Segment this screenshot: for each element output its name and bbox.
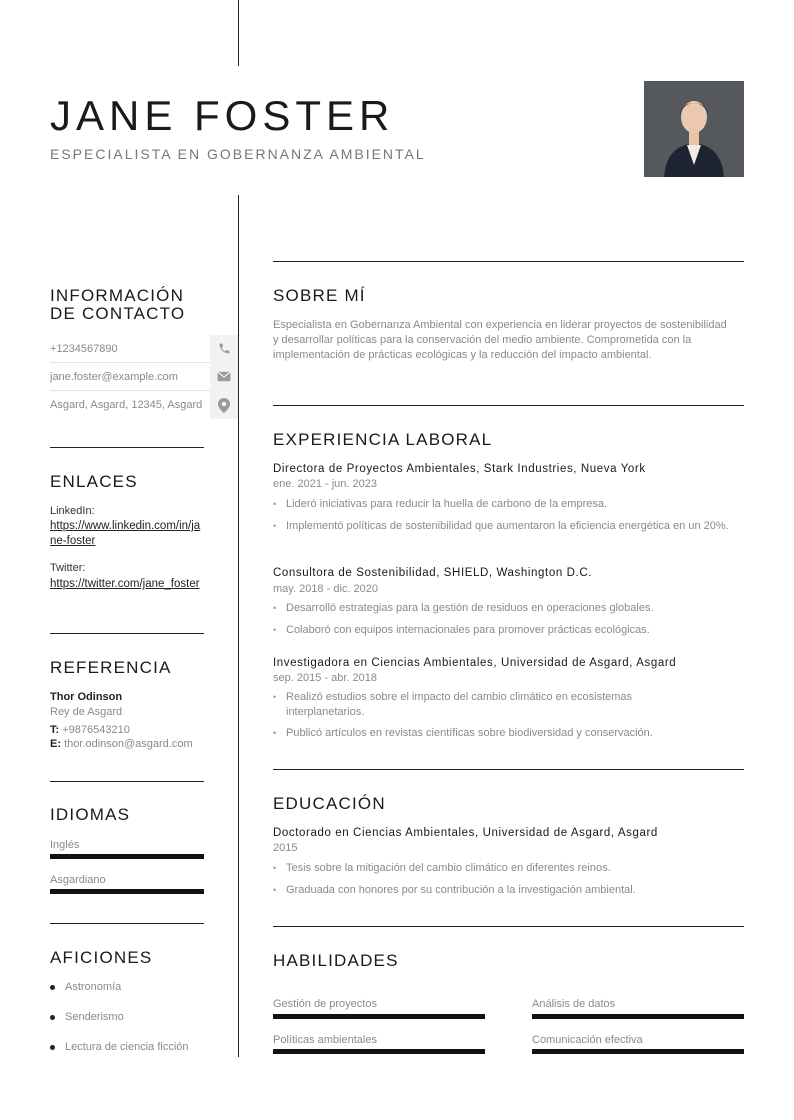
- skill-level-bar: [532, 1014, 744, 1019]
- experience-heading: EXPERIENCIA LABORAL: [273, 430, 493, 449]
- education-bullet: • Graduada con honores por su contribución a la investigación ambiental.: [273, 883, 743, 898]
- job-date: may. 2018 - dic. 2020: [273, 583, 378, 595]
- skill-level-bar: [273, 1014, 485, 1019]
- hobby-label: Lectura de ciencia ficción: [65, 1041, 189, 1053]
- skill-name: Análisis de datos: [532, 998, 616, 1010]
- contact-heading-line1: INFORMACIÓN: [50, 286, 185, 305]
- degree-title: Doctorado en Ciencias Ambientales, Universidad de Asgard, Asgard: [273, 827, 658, 839]
- section-divider: [273, 769, 744, 770]
- contact-heading: [50, 287, 185, 323]
- job-bullet: • Colaboró con equipos internacionales para promover prácticas ecológicas.: [273, 623, 743, 638]
- mail-icon: [210, 363, 238, 391]
- job-date: ene. 2021 - jun. 2023: [273, 478, 377, 490]
- languages-heading: IDIOMAS: [50, 805, 131, 824]
- twitter-link[interactable]: https://twitter.com/jane_foster: [50, 578, 200, 590]
- sidebar-divider: [50, 447, 204, 448]
- profile-photo: [644, 81, 744, 177]
- job-bullet: • Implementó políticas de sostenibilidad que aumentaron la eficiencia energética en un 20%.: [273, 519, 743, 534]
- job-date: sep. 2015 - abr. 2018: [273, 672, 377, 684]
- section-divider: [273, 261, 744, 262]
- hobby-label: Astronomía: [65, 981, 122, 993]
- contact-phone-row: [50, 335, 238, 363]
- education-heading: EDUCACIÓN: [273, 794, 386, 813]
- portrait-illustration: [644, 81, 744, 177]
- about-text: Especialista en Gobernanza Ambiental con experiencia en liderar proyectos de sostenibilidad y desarrollar políticas para la conservación del medio ambiente. Comprometida con la implementación de prácticas ecológicas y la reducción del impacto ambiental.: [273, 319, 727, 361]
- bullet-dot: [50, 985, 55, 990]
- reference-email-line: [50, 738, 193, 750]
- skills-heading: HABILIDADES: [273, 951, 399, 970]
- reference-email-label: E:: [50, 738, 61, 750]
- location-pin-icon: [210, 391, 238, 419]
- job-title: Consultora de Sostenibilidad, SHIELD, Washington D.C.: [273, 567, 593, 579]
- sidebar-divider: [50, 923, 204, 924]
- skill-level-fill: [532, 1049, 744, 1054]
- links-heading: ENLACES: [50, 472, 138, 491]
- reference-email[interactable]: thor.odinson@asgard.com: [64, 738, 193, 750]
- reference-phone-label: T:: [50, 724, 60, 736]
- education-bullet: • Tesis sobre la mitigación del cambio climático en diferentes reinos.: [273, 861, 743, 876]
- job-bullet: • Realizó estudios sobre el impacto del cambio climático en ecosistemas interplanetarios.: [273, 690, 693, 719]
- candidate-name: JANE FOSTER: [50, 92, 395, 139]
- language-name: Inglés: [50, 839, 80, 851]
- section-divider: [273, 926, 744, 927]
- twitter-label: Twitter:: [50, 562, 86, 574]
- contact-phone[interactable]: +1234567890: [50, 342, 118, 355]
- column-divider-line: [238, 195, 239, 1057]
- top-divider-line: [238, 0, 239, 66]
- sidebar-divider: [50, 781, 204, 782]
- contact-address: Asgard, Asgard, 12345, Asgard: [50, 399, 203, 411]
- reference-role: Rey de Asgard: [50, 706, 123, 718]
- bullet-dot: [50, 1045, 55, 1050]
- language-level-bar: [50, 889, 204, 894]
- reference-phone[interactable]: +9876543210: [62, 724, 130, 736]
- hobby-item: [50, 1041, 189, 1053]
- skill-level-bar: [273, 1049, 485, 1054]
- linkedin-link[interactable]: https://www.linkedin.com/in/jane-foster: [50, 520, 201, 547]
- hobbies-heading: AFICIONES: [50, 948, 153, 967]
- skill-name: Gestión de proyectos: [273, 998, 377, 1010]
- skill-name: Comunicación efectiva: [532, 1034, 643, 1046]
- contact-heading-line2: DE CONTACTO: [50, 304, 186, 323]
- skill-level-fill: [532, 1014, 744, 1019]
- hobby-item: [50, 1011, 124, 1023]
- about-heading: SOBRE MÍ: [273, 286, 366, 305]
- skill-level-fill: [273, 1014, 485, 1019]
- reference-heading: REFERENCIA: [50, 658, 172, 677]
- job-bullet: • Lideró iniciativas para reducir la huella de carbono de la empresa.: [273, 497, 743, 512]
- skill-level-fill: [273, 1049, 485, 1054]
- skill-level-bar: [532, 1049, 744, 1054]
- skill-name: Políticas ambientales: [273, 1034, 377, 1046]
- sidebar-divider: [50, 633, 204, 634]
- phone-icon: [210, 335, 238, 363]
- contact-address-row: [50, 391, 238, 419]
- language-level-fill: [50, 889, 204, 894]
- bullet-dot: [50, 1015, 55, 1020]
- reference-name: Thor Odinson: [50, 691, 123, 703]
- job-bullet: • Publicó artículos en revistas científicas sobre biodiversidad y conservación.: [273, 726, 743, 741]
- contact-email[interactable]: jane.foster@example.com: [50, 370, 178, 383]
- job-title: Directora de Proyectos Ambientales, Stark Industries, Nueva York: [273, 463, 646, 475]
- reference-phone-line: [50, 724, 130, 736]
- language-level-bar: [50, 854, 204, 859]
- language-name: Asgardiano: [50, 874, 106, 886]
- candidate-title: ESPECIALISTA EN GOBERNANZA AMBIENTAL: [50, 146, 426, 162]
- contact-email-row: [50, 363, 238, 391]
- language-level-fill: [50, 854, 204, 859]
- job-bullet: • Desarrolló estrategias para la gestión de residuos en operaciones globales.: [273, 601, 743, 616]
- hobby-item: [50, 981, 121, 993]
- linkedin-label: LinkedIn:: [50, 505, 95, 517]
- degree-date: 2015: [273, 842, 298, 854]
- hobby-label: Senderismo: [65, 1011, 124, 1023]
- section-divider: [273, 405, 744, 406]
- job-title: Investigadora en Ciencias Ambientales, Universidad de Asgard, Asgard: [273, 657, 677, 669]
